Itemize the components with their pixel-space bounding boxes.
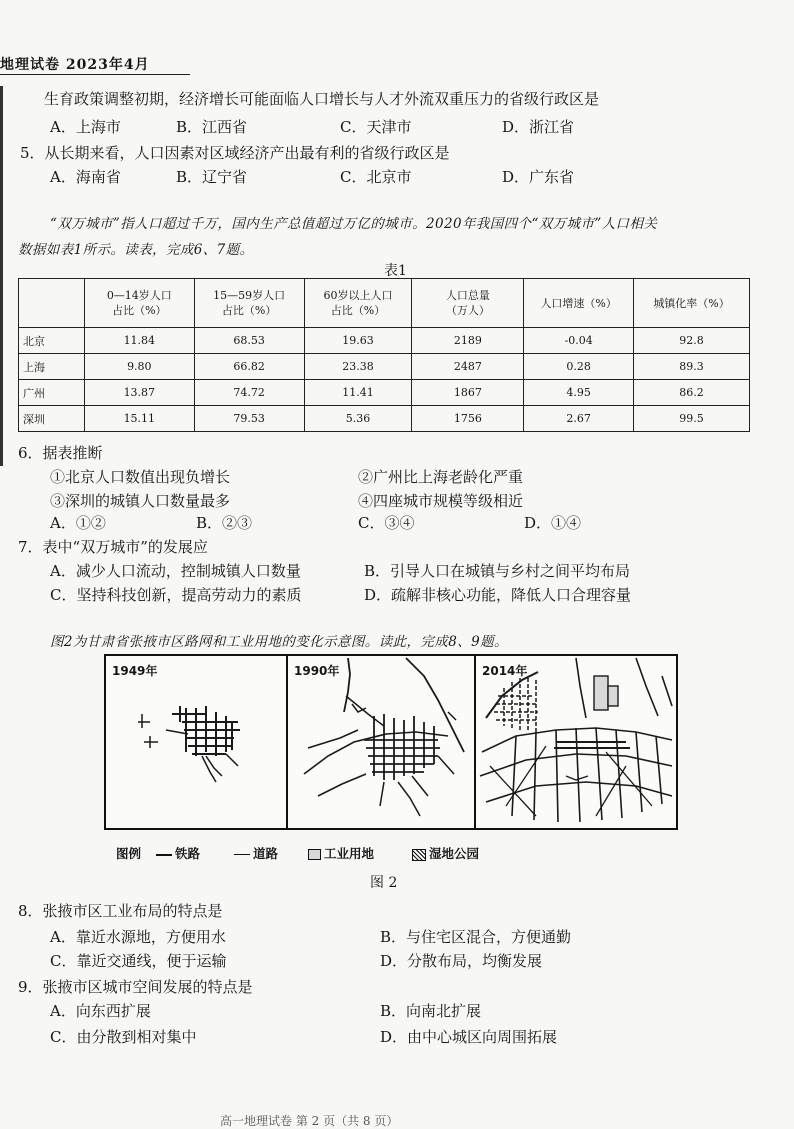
table-cell: 66.82 — [194, 354, 304, 380]
table-header-cell: 人口总量 （万人） — [412, 279, 524, 328]
table-cell: 5.36 — [304, 406, 412, 432]
table-cell: 23.38 — [304, 354, 412, 380]
legend-road-label: 道路 — [253, 846, 279, 861]
table-cell: 上海 — [19, 354, 85, 380]
table-cell: 1756 — [412, 406, 524, 432]
q7-option-a: A．减少人口流动，控制城镇人口数量 — [50, 562, 301, 580]
q7-option-b: B．引导人口在城镇与乡村之间平均布局 — [364, 562, 631, 580]
table-cell: 15.11 — [84, 406, 194, 432]
q4-option-a: A．上海市 — [50, 118, 121, 136]
table-header-cell: 人口增速（%） — [524, 279, 634, 328]
q6-statement-3: ③深圳的城镇人口数量最多 — [50, 492, 231, 510]
q5-stem: 5．从长期来看，人口因素对区域经济产出最有利的省级行政区是 — [20, 144, 450, 162]
figure2-caption: 图 2 — [370, 875, 398, 891]
q5-option-d: D．广东省 — [502, 168, 575, 186]
table-header-cell: 15—59岁人口 占比（%） — [194, 279, 304, 328]
table-cell: 11.41 — [304, 380, 412, 406]
table-row — [19, 328, 750, 354]
table-cell: 68.53 — [194, 328, 304, 354]
map-panel-1990 — [286, 654, 478, 830]
table-header-row — [19, 279, 750, 328]
page-footer: 高一地理试卷 第 2 页（共 8 页） — [220, 1114, 399, 1128]
legend-industrial-label: 工业用地 — [324, 846, 375, 861]
table-cell: 86.2 — [634, 380, 750, 406]
q7-option-c: C．坚持科技创新，提高劳动力的素质 — [50, 586, 302, 604]
map-panel-1949 — [104, 654, 290, 830]
road-network-2014 — [476, 656, 676, 828]
q6-statement-2: ②广州比上海老龄化严重 — [358, 468, 524, 486]
table-row — [19, 354, 750, 380]
q6-statement-1: ①北京人口数值出现负增长 — [50, 468, 231, 486]
table-cell: -0.04 — [524, 328, 634, 354]
table-cell: 4.95 — [524, 380, 634, 406]
table-header-cell — [19, 279, 85, 328]
wetland-park-icon — [412, 849, 426, 861]
table-cell: 广州 — [19, 380, 85, 406]
panel-year-label: 1949年 — [112, 664, 158, 678]
header-underline — [0, 74, 190, 75]
margin-bar — [0, 86, 3, 466]
table-cell: 92.8 — [634, 328, 750, 354]
legend-road — [234, 844, 278, 862]
table-row — [19, 406, 750, 432]
q9-option-d: D．由中心城区向周围拓展 — [380, 1028, 558, 1046]
table-cell: 深圳 — [19, 406, 85, 432]
q9-option-c: C．由分散到相对集中 — [50, 1028, 197, 1046]
q8-option-a: A．靠近水源地，方便用水 — [50, 928, 226, 946]
table-cell: 79.53 — [194, 406, 304, 432]
intro-zhangye: 图2为甘肃省张掖市区路网和工业用地的变化示意图。读此，完成8、9题。 — [50, 634, 508, 650]
table-cell: 1867 — [412, 380, 524, 406]
legend-railway-label: 铁路 — [175, 846, 201, 861]
q7-option-d: D．疏解非核心功能，降低人口合理容量 — [364, 586, 632, 604]
road-network-1949 — [106, 656, 288, 828]
q5-option-b: B．辽宁省 — [176, 168, 248, 186]
q4-option-d: D．浙江省 — [502, 118, 575, 136]
table-cell: 2487 — [412, 354, 524, 380]
table-cell: 2.67 — [524, 406, 634, 432]
railway-symbol-icon — [156, 854, 172, 856]
q9-option-a: A．向东西扩展 — [50, 1002, 151, 1020]
table-cell: 2189 — [412, 328, 524, 354]
road-symbol-icon — [234, 854, 250, 855]
panel-year-label: 2014年 — [482, 664, 528, 678]
legend-industrial — [308, 844, 374, 862]
table-cell: 13.87 — [84, 380, 194, 406]
q6-option-d: D．①④ — [524, 514, 582, 532]
q9-option-b: B．向南北扩展 — [380, 1002, 482, 1020]
table-header-cell: 0—14岁人口 占比（%） — [84, 279, 194, 328]
table-cell: 74.72 — [194, 380, 304, 406]
table-cell: 89.3 — [634, 354, 750, 380]
q6-option-c: C．③④ — [358, 514, 415, 532]
table-cell: 99.5 — [634, 406, 750, 432]
q4-option-b: B．江西省 — [176, 118, 248, 136]
table-cell: 0.28 — [524, 354, 634, 380]
legend-title: 图例 — [116, 846, 142, 861]
q8-option-c: C．靠近交通线，便于运输 — [50, 952, 227, 970]
q5-option-c: C．北京市 — [340, 168, 412, 186]
table1-caption: 表1 — [384, 263, 407, 279]
table-cell: 11.84 — [84, 328, 194, 354]
q8-option-d: D．分散布局，均衡发展 — [380, 952, 543, 970]
panel-year-label: 1990年 — [294, 664, 340, 678]
population-table — [18, 278, 750, 432]
industrial-land-icon — [308, 849, 321, 860]
q6-option-b: B．②③ — [196, 514, 253, 532]
intro-double-million-line2: 数据如表1所示。读表，完成6、7题。 — [18, 242, 254, 258]
q8-option-b: B．与住宅区混合，方便通勤 — [380, 928, 572, 946]
q7-stem: 7．表中“双万城市”的发展应 — [18, 538, 208, 556]
exam-header: 地理试卷 2023年4月 — [0, 57, 150, 73]
table-header-cell: 城镇化率（%） — [634, 279, 750, 328]
legend-wetland-label: 湿地公园 — [429, 846, 480, 861]
table-cell: 9.80 — [84, 354, 194, 380]
q6-stem: 6．据表推断 — [18, 444, 103, 462]
table-cell: 北京 — [19, 328, 85, 354]
legend-wetland — [412, 844, 479, 862]
q6-statement-4: ④四座城市规模等级相近 — [358, 492, 524, 510]
road-network-1990 — [288, 656, 476, 828]
q4-option-c: C．天津市 — [340, 118, 412, 136]
map-panel-2014 — [474, 654, 678, 830]
q9-stem: 9．张掖市区城市空间发展的特点是 — [18, 978, 253, 996]
q8-stem: 8．张掖市区工业布局的特点是 — [18, 902, 223, 920]
q5-option-a: A．海南省 — [50, 168, 121, 186]
q6-option-a: A．①② — [50, 514, 106, 532]
legend-railway — [156, 844, 200, 862]
table-header-cell: 60岁以上人口 占比（%） — [304, 279, 412, 328]
table-cell: 19.63 — [304, 328, 412, 354]
intro-double-million-line1: “双万城市”指人口超过千万，国内生产总值超过万亿的城市。2020年我国四个“双万城市”人口相关 — [50, 216, 658, 232]
table-row — [19, 380, 750, 406]
q4-stem: 生育政策调整初期，经济增长可能面临人口增长与人才外流双重压力的省级行政区是 — [44, 90, 600, 108]
